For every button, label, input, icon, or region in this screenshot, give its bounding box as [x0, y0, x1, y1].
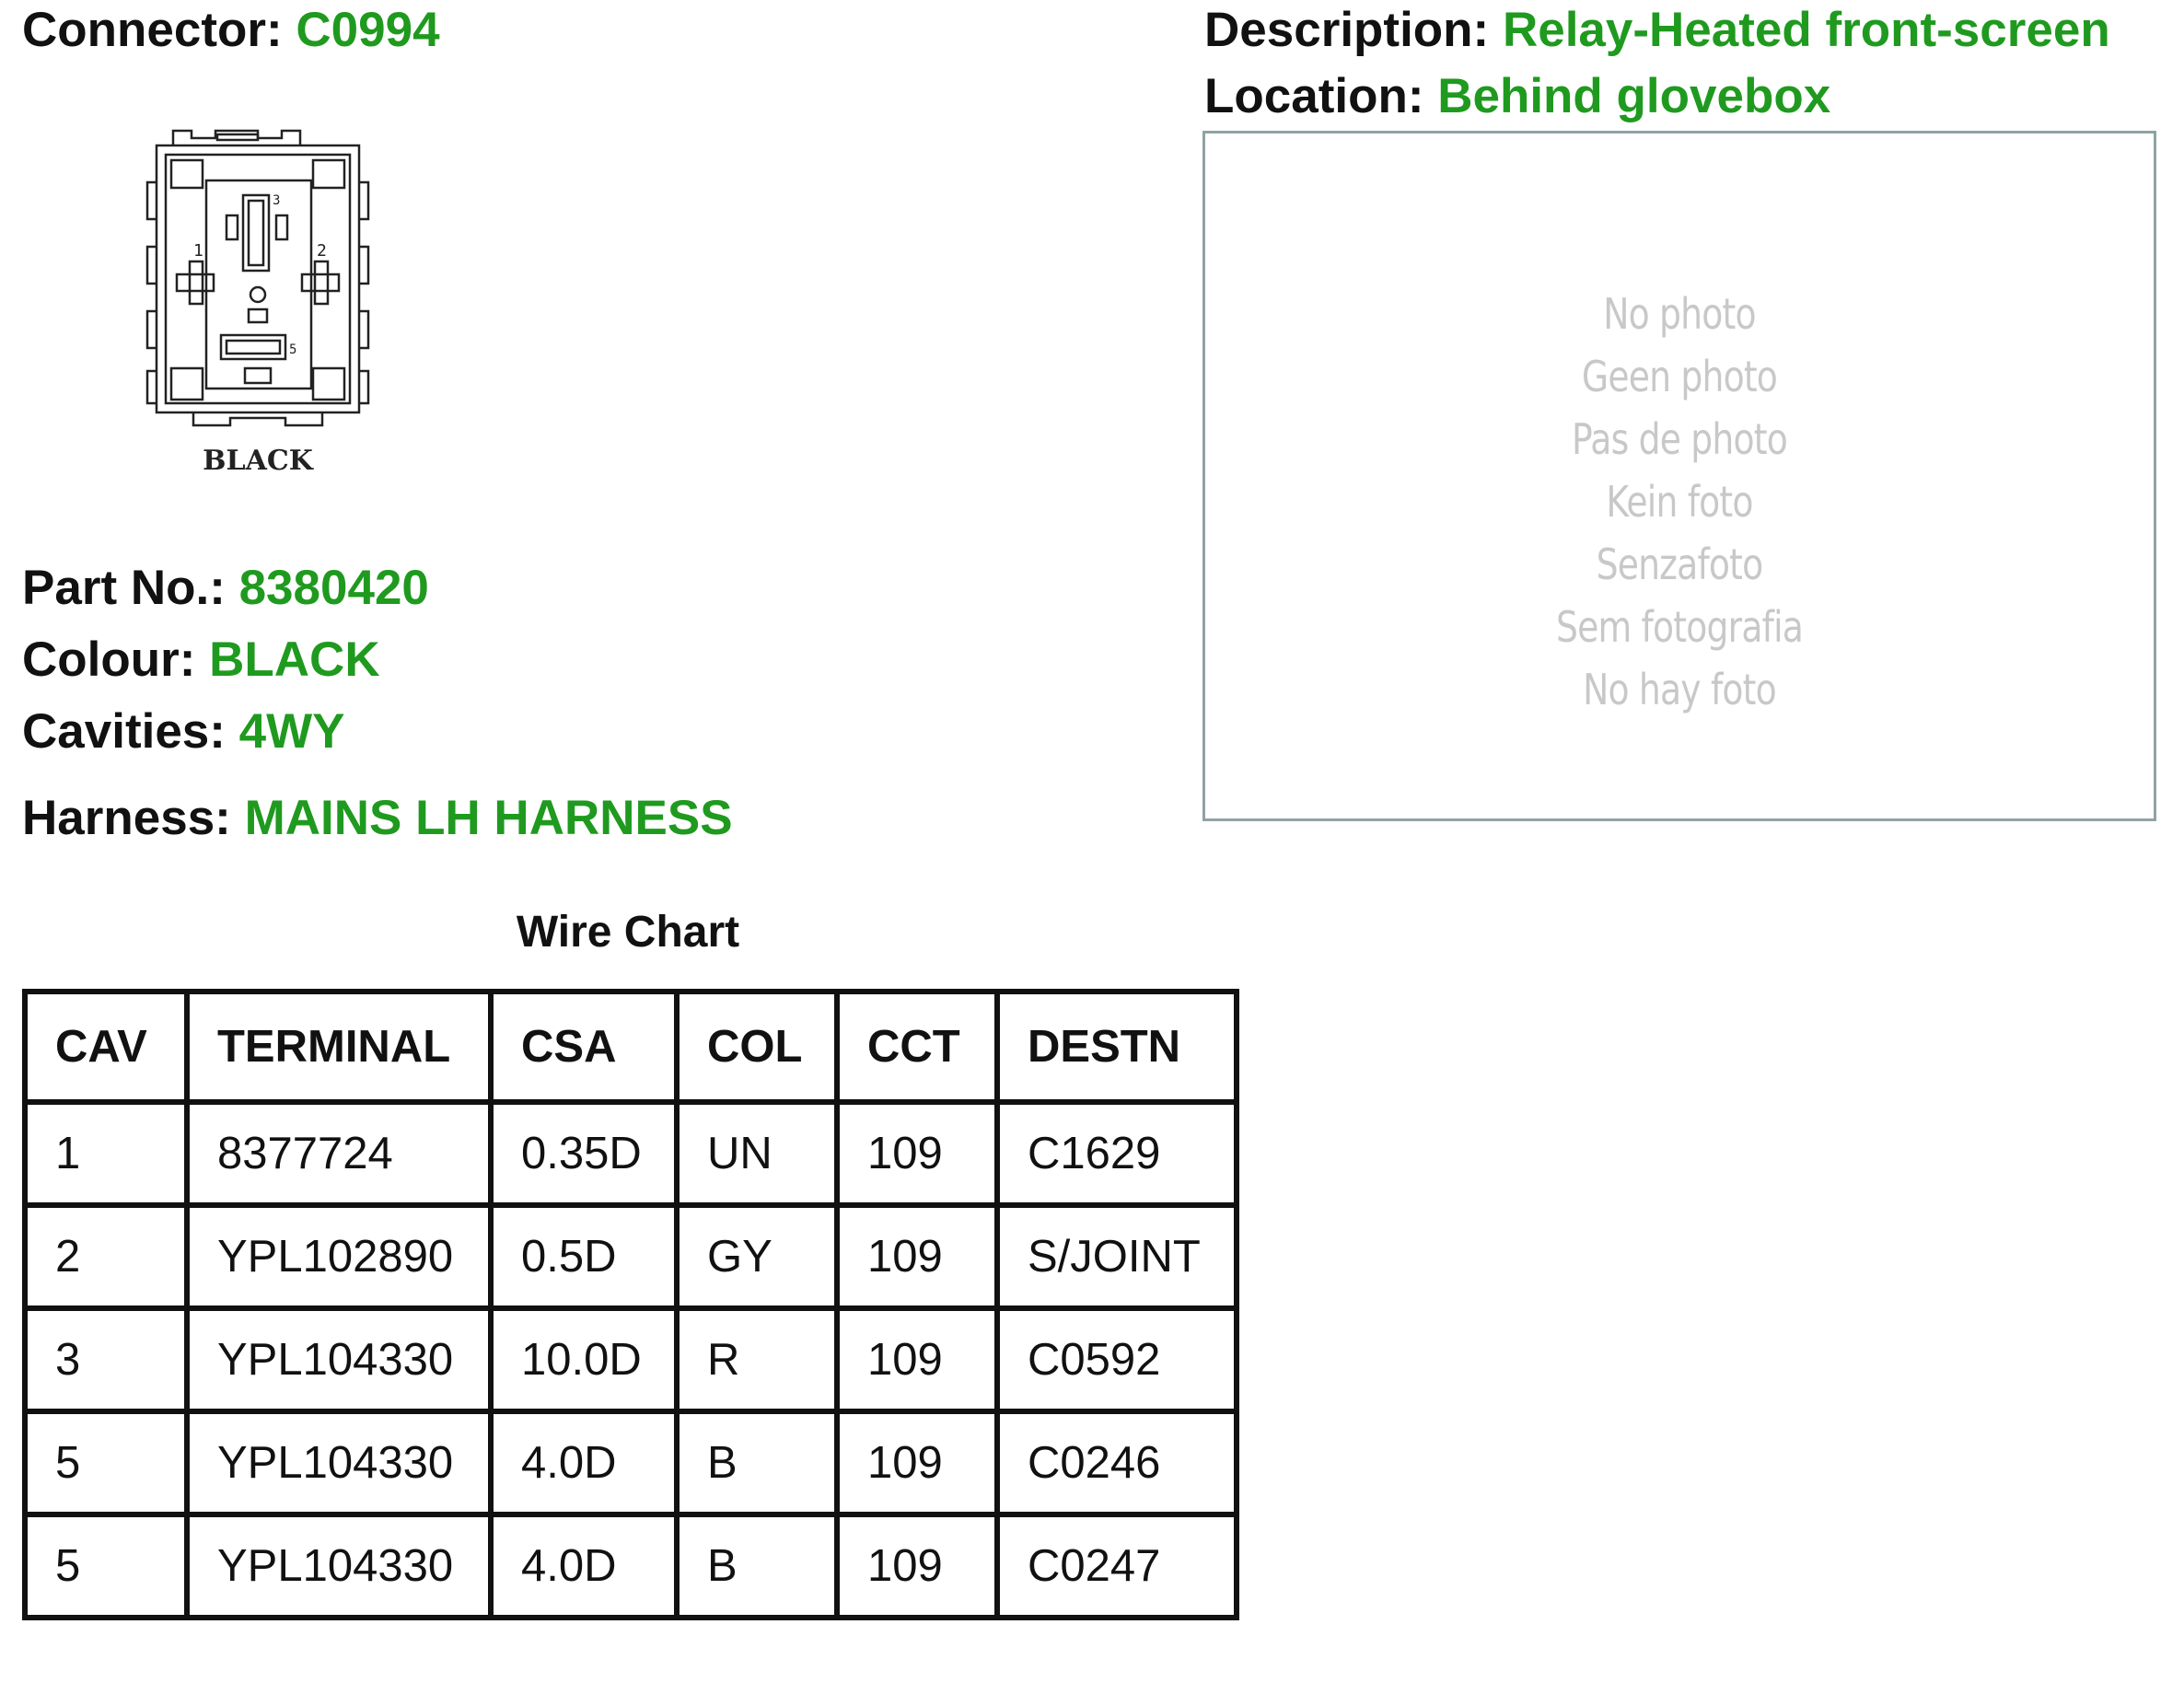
location-value: Behind glovebox — [1437, 69, 1831, 123]
column-header-cct: CCT — [837, 992, 997, 1102]
cavities-label: Cavities: — [22, 704, 239, 759]
cell-terminal: YPL104330 — [187, 1308, 491, 1411]
cell-cav: 5 — [25, 1411, 187, 1514]
column-header-destn: DESTN — [997, 992, 1237, 1102]
column-header-cav: CAV — [25, 992, 187, 1102]
description-label: Description: — [1204, 3, 1503, 57]
cell-col: UN — [677, 1102, 837, 1205]
cell-cct: 109 — [837, 1205, 997, 1308]
cavities-field — [22, 704, 345, 759]
colour-value: BLACK — [209, 632, 380, 687]
wire-chart-table — [22, 989, 1239, 1620]
connector-caption: BLACK — [203, 445, 313, 477]
pin-label-2: 2 — [317, 241, 327, 261]
connector-face-diagram — [138, 127, 378, 486]
cell-terminal: YPL104330 — [187, 1514, 491, 1618]
cell-col: R — [677, 1308, 837, 1411]
harness-field — [22, 791, 733, 845]
cell-destn: C0592 — [997, 1308, 1237, 1411]
column-header-col: COL — [677, 992, 837, 1102]
cell-cct: 109 — [837, 1102, 997, 1205]
description-field — [1204, 3, 2110, 57]
harness-value: MAINS LH HARNESS — [244, 791, 733, 845]
cell-col: B — [677, 1514, 837, 1618]
cell-destn: C0247 — [997, 1514, 1237, 1618]
cell-destn: C0246 — [997, 1411, 1237, 1514]
no-photo-line: No hay foto — [1583, 665, 1776, 714]
cell-col: B — [677, 1411, 837, 1514]
no-photo-line: Senzafoto — [1596, 540, 1763, 589]
cell-cav: 1 — [25, 1102, 187, 1205]
connector-label: Connector: — [22, 3, 296, 57]
photo-placeholder — [1202, 131, 2156, 821]
colour-label: Colour: — [22, 632, 210, 687]
table-row — [25, 1411, 1237, 1514]
cell-cct: 109 — [837, 1308, 997, 1411]
cell-csa: 10.0D — [491, 1308, 677, 1411]
location-label: Location: — [1204, 69, 1438, 123]
table-header-row — [25, 992, 1237, 1102]
no-photo-line: Sem fotografia — [1555, 602, 1804, 652]
cavities-value: 4WY — [238, 704, 345, 759]
cell-cav: 3 — [25, 1308, 187, 1411]
cell-col: GY — [677, 1205, 837, 1308]
part-number-field — [22, 561, 429, 615]
no-photo-line: Kein foto — [1606, 477, 1753, 527]
table-row — [25, 1205, 1237, 1308]
column-header-csa: CSA — [491, 992, 677, 1102]
location-field — [1204, 69, 1831, 123]
cell-csa: 4.0D — [491, 1411, 677, 1514]
no-photo-text — [1205, 283, 2154, 721]
pin-label-5: 5 — [289, 342, 297, 357]
cell-destn: C1629 — [997, 1102, 1237, 1205]
pin-label-3: 3 — [273, 193, 281, 208]
cell-cav: 5 — [25, 1514, 187, 1618]
table-row — [25, 1514, 1237, 1618]
no-photo-line: Geen photo — [1581, 352, 1778, 401]
cell-cct: 109 — [837, 1514, 997, 1618]
description-value: Relay-Heated front-screen — [1502, 3, 2110, 57]
harness-label: Harness: — [22, 791, 245, 845]
connector-value: C0994 — [296, 3, 440, 57]
connector-field — [22, 3, 440, 57]
table-row — [25, 1308, 1237, 1411]
cell-cct: 109 — [837, 1411, 997, 1514]
wire-chart-title: Wire Chart — [516, 908, 740, 957]
part-number-label: Part No.: — [22, 561, 239, 615]
cell-destn: S/JOINT — [997, 1205, 1237, 1308]
table-row — [25, 1102, 1237, 1205]
cell-csa: 0.5D — [491, 1205, 677, 1308]
part-number-value: 8380420 — [238, 561, 429, 615]
column-header-terminal: TERMINAL — [187, 992, 491, 1102]
cell-terminal: YPL102890 — [187, 1205, 491, 1308]
no-photo-line: Pas de photo — [1572, 414, 1787, 464]
colour-field — [22, 632, 380, 687]
cell-terminal: 8377724 — [187, 1102, 491, 1205]
cell-cav: 2 — [25, 1205, 187, 1308]
no-photo-line: No photo — [1603, 289, 1756, 339]
cell-csa: 0.35D — [491, 1102, 677, 1205]
cell-terminal: YPL104330 — [187, 1411, 491, 1514]
cell-csa: 4.0D — [491, 1514, 677, 1618]
pin-label-1: 1 — [193, 241, 203, 261]
